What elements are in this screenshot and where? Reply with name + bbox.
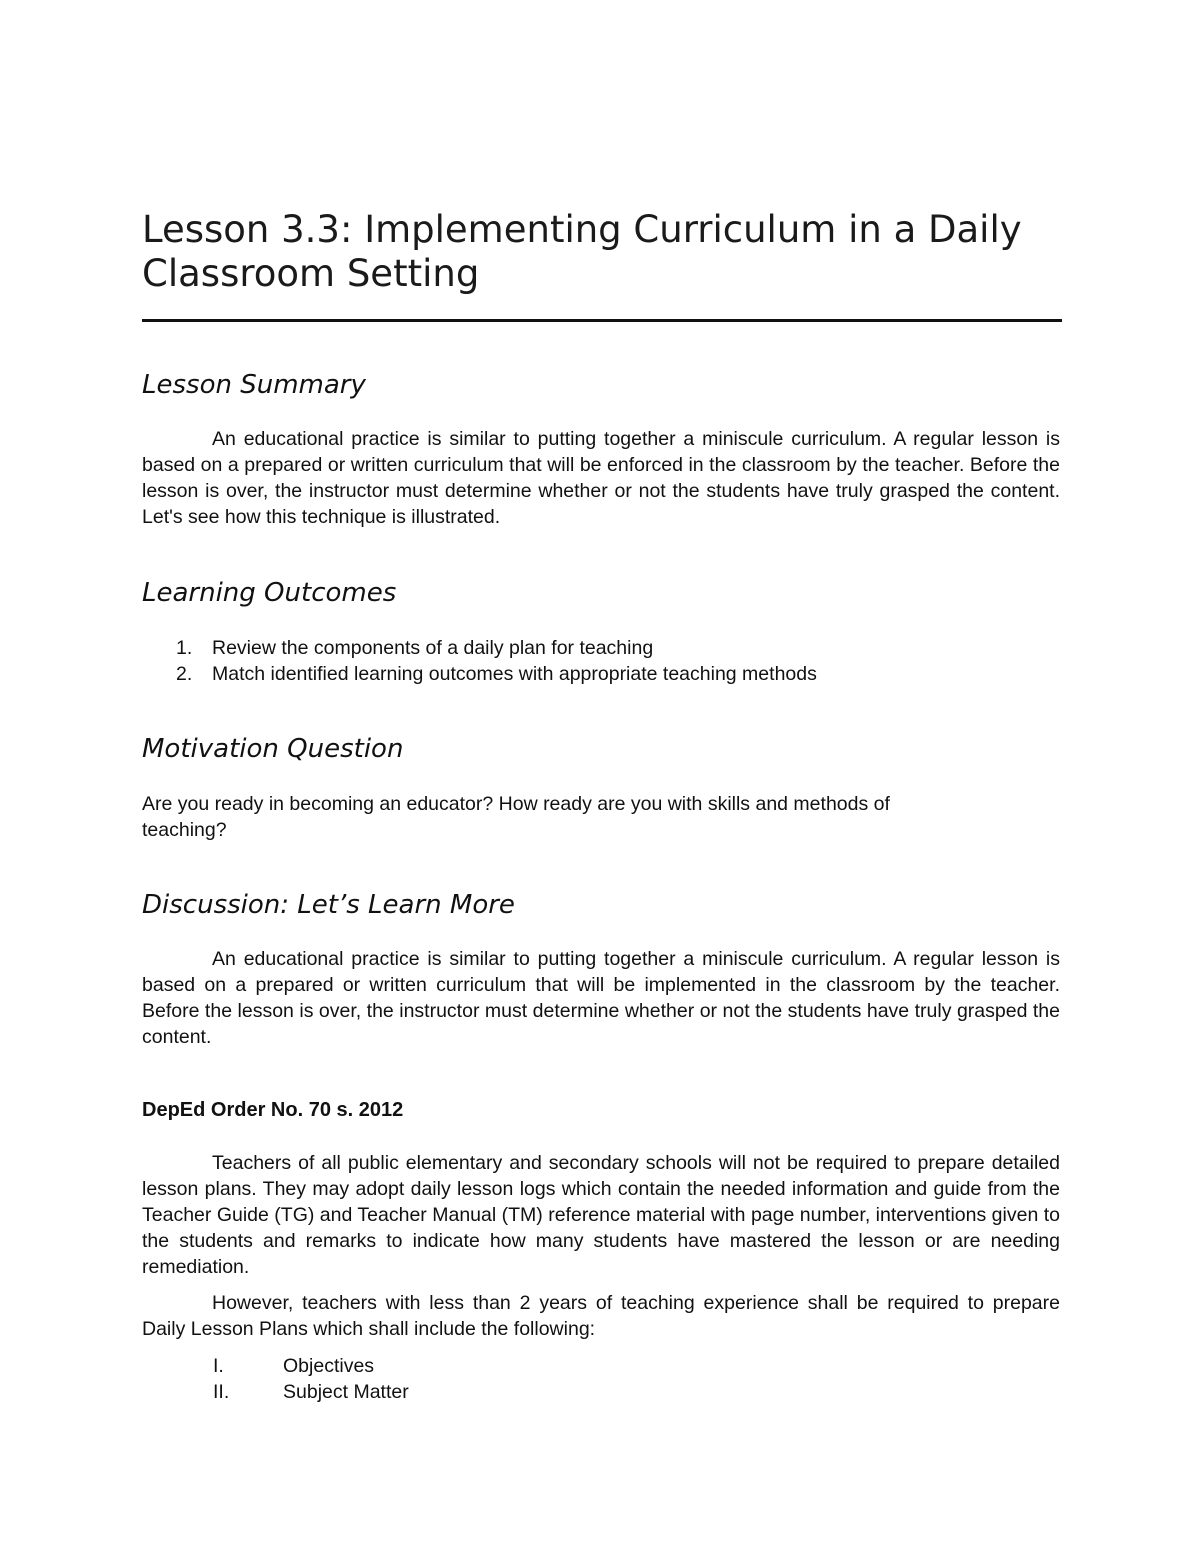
list-item-text: Match identified learning outcomes with appropriate teaching methods: [212, 663, 817, 685]
motivation-heading: Motivation Question: [142, 734, 404, 764]
list-item-number: 2.: [176, 663, 193, 685]
deped-paragraph-2: However, teachers with less than 2 years of teaching experience shall be required to prepare Daily Lesson Plans which shall include the following:: [142, 1292, 1060, 1340]
list-item-number: 1.: [176, 637, 193, 659]
list-item: [142, 1353, 409, 1379]
lesson-summary-text: An educational practice is similar to putting together a miniscule curriculum. A regular lesson is based on a prepared or written curriculum that will be enforced in the classroom by the teacher. Before the lesson is over, the instructor must determine whether or not the students have truly grasped the content. Let's see how this technique is illustrated.: [142, 428, 1060, 528]
discussion-text: An educational practice is similar to putting together a miniscule curriculum. A regular lesson is based on a prepared or written curriculum that will be implemented in the classroom by the teacher. Before the lesson is over, the instructor must determine whether or not the students have truly grasped the content.: [142, 948, 1060, 1048]
motivation-text: Are you ready in becoming an educator? How ready are you with skills and methods of teaching?: [142, 793, 890, 841]
list-item: [142, 661, 817, 687]
learning-outcomes-heading: Learning Outcomes: [142, 578, 397, 608]
lesson-plan-parts-list: [142, 1353, 409, 1405]
page-title: Lesson 3.3: Implementing Curriculum in a Daily Classroom Setting: [142, 208, 1022, 295]
learning-outcomes-list: [142, 635, 817, 687]
list-item: [142, 1379, 409, 1405]
discussion-heading: Discussion: Let’s Learn More: [142, 890, 515, 920]
deped-heading: DepEd Order No. 70 s. 2012: [142, 1099, 404, 1121]
lesson-summary-heading: Lesson Summary: [142, 370, 366, 400]
list-item-text: Objectives: [283, 1355, 375, 1377]
list-item-number: I.: [213, 1355, 224, 1377]
title-divider: [142, 319, 1062, 322]
list-item-text: Review the components of a daily plan for teaching: [212, 637, 654, 659]
list-item-text: Subject Matter: [283, 1381, 409, 1403]
deped-paragraph-1: Teachers of all public elementary and secondary schools will not be required to prepare detailed lesson plans. They may adopt daily lesson logs which contain the needed information and guide from the Teacher Guide (TG) and Teacher Manual (TM) reference material with page number, interventions given to the students and remarks to indicate how many students have mastered the lesson or are needing remediation.: [142, 1152, 1060, 1278]
list-item: [142, 635, 817, 661]
list-item-number: II.: [213, 1381, 230, 1403]
